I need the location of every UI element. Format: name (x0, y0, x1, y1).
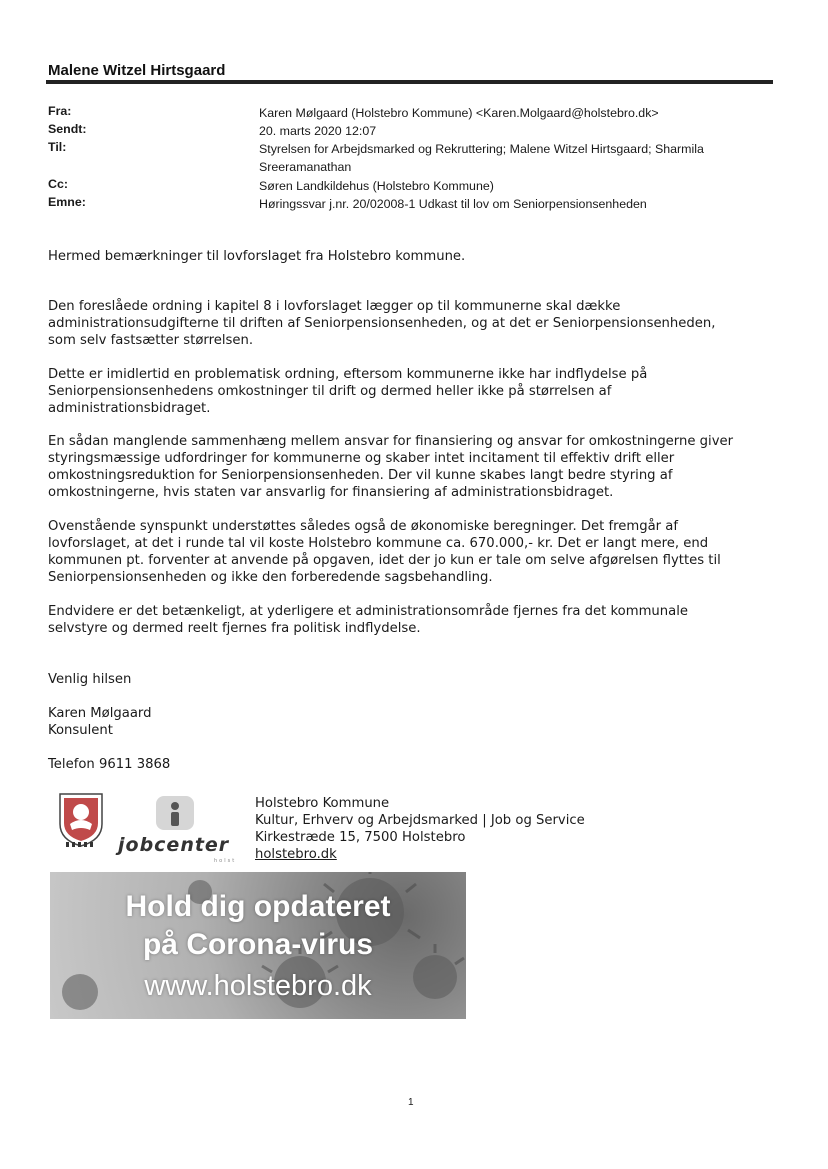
meta-value: Karen Mølgaard (Holstebro Kommune) <Karen.Molgaard@holstebro.dk> (259, 106, 659, 120)
email-sender-name: Malene Witzel Hirtsgaard (48, 62, 226, 79)
header-rule (46, 80, 773, 84)
text-line: omkostningerne, hvis staten var ansvarlig for finansiering af administrationsbidraget. (48, 485, 614, 500)
signature-block (255, 795, 585, 863)
meta-label: Sendt: (48, 122, 87, 136)
text-line: Ovenstående synspunkt understøttes således også de økonomiske beregninger. Det fremgår af (48, 519, 678, 534)
banner-subheadline: på Corona-virus (142, 928, 374, 961)
text-line: lovforslaget, at det i runde tal vil koste Holstebro kommune ca. 670.000,- kr. Det er langt mere, end (48, 536, 709, 551)
meta-value-line: Sreeramanathan (259, 160, 352, 174)
body-paragraph (48, 298, 788, 349)
body-paragraph (48, 433, 788, 501)
signer-phone (48, 756, 788, 773)
body-paragraph (48, 518, 788, 586)
signer-name-title (48, 705, 788, 739)
text-line: Seniorpensionsenheden og ikke den forberedende sagsbehandling. (48, 570, 493, 585)
text-line: Seniorpensionsenhedens omkostninger til drift og dermed heller ikke på størrelsen af (48, 384, 612, 399)
signature-org: Holstebro Kommune (255, 796, 390, 811)
meta-label: Cc: (48, 177, 68, 191)
meta-value: 20. marts 2020 12:07 (259, 124, 377, 138)
text-line: Dette er imidlertid en problematisk ordning, eftersom kommunerne ikke har indflydelse på (48, 367, 648, 382)
text-line: styringsmæssige udfordringer for kommunerne og skaber intet incitament til effektiv drift eller (48, 451, 675, 466)
coat-of-arms-logo (52, 790, 110, 848)
signature-website-link[interactable]: holstebro.dk (255, 847, 337, 862)
text-line: som selv fastsætter størrelsen. (48, 333, 254, 348)
corona-info-banner[interactable] (50, 872, 466, 1019)
meta-label: Fra: (48, 104, 72, 118)
jobcenter-logo-text: jobcenter (118, 834, 230, 856)
text-line: kommunen pt. forventer at anvende på opgaven, idet der jo kun er tale om selve afgørelsen flyttes til (48, 553, 721, 568)
banner-url: www.holstebro.dk (144, 970, 372, 1002)
body-paragraph (48, 603, 788, 637)
jobcenter-logo (118, 794, 237, 864)
signature-dept: Kultur, Erhverv og Arbejdsmarked | Job og Service (255, 813, 585, 828)
banner-headline: Hold dig opdateret (125, 890, 391, 923)
text-line: omkostningsreduktion for Seniorpensionsenheden. Der vil kunne skabes langt bedre styring af (48, 468, 673, 483)
meta-value (259, 140, 779, 176)
meta-value: Høringssvar j.nr. 20/02008-1 Udkast til lov om Seniorpensionsenheden (259, 197, 647, 211)
meta-label: Til: (48, 140, 67, 154)
text-line: administrationsudgifterne til driften af Seniorpensionsenheden, og at det er Seniorpensionsenheden, (48, 316, 716, 331)
text-line: Karen Mølgaard (48, 706, 152, 721)
meta-label: Emne: (48, 195, 86, 209)
page-number: 1 (408, 1097, 414, 1108)
meta-value: Søren Landkildehus (Holstebro Kommune) (259, 179, 494, 193)
text-line: selvstyre og dermed reelt fjernes fra politisk indflydelse. (48, 621, 421, 636)
text-line: En sådan manglende sammenhæng mellem ansvar for finansiering og ansvar for omkostningerne giver (48, 434, 734, 449)
signature-address: Kirkestræde 15, 7500 Holstebro (255, 830, 466, 845)
text-line: Venlig hilsen (48, 672, 132, 687)
text-line: administrationsbidraget. (48, 401, 211, 416)
text-line: Telefon 9611 3868 (48, 757, 171, 772)
body-paragraph (48, 366, 788, 417)
jobcenter-logo-subtext: holst (214, 858, 237, 864)
meta-value-line: Styrelsen for Arbejdsmarked og Rekruttering; Malene Witzel Hirtsgaard; Sharmila (259, 142, 704, 156)
body-paragraph (48, 248, 788, 265)
text-line: Endvidere er det betænkeligt, at yderligere et administrationsområde fjernes fra det kommunale (48, 604, 688, 619)
closing-greeting (48, 671, 788, 688)
text-line: Den foreslåede ordning i kapitel 8 i lovforslaget lægger op til kommunerne skal dække (48, 299, 621, 314)
text-line: Hermed bemærkninger til lovforslaget fra Holstebro kommune. (48, 249, 466, 264)
text-line: Konsulent (48, 723, 113, 738)
